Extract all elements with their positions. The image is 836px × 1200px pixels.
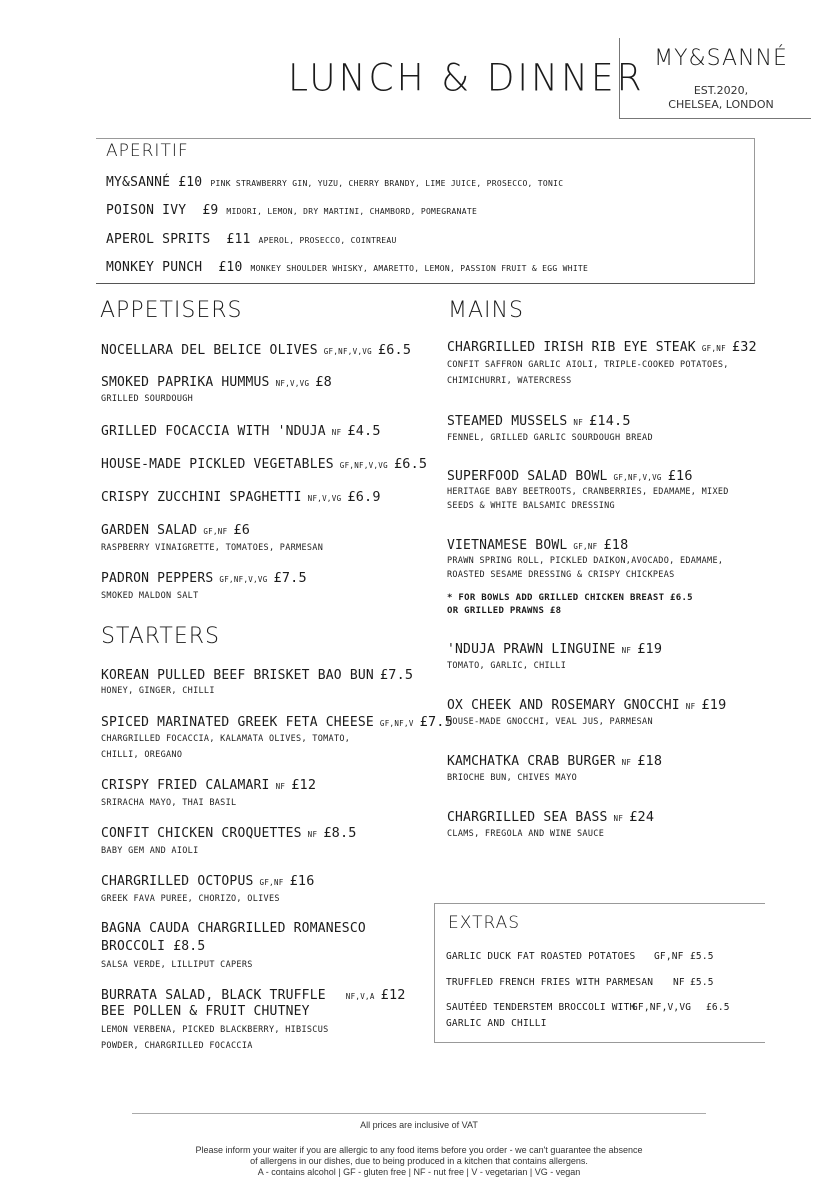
aperitif-item: POISON IVY £9 MIDORI, LEMON, DRY MARTINI, CHAMBORD, POMEGRANATE [106,203,478,218]
extras-heading: EXTRAS [448,913,521,933]
aperitif-item: MONKEY PUNCH £10 MONKEY SHOULDER WHISKY, AMARETTO, LEMON, PASSION FRUIT & EGG WHITE [106,260,589,275]
item-description: CLAMS, FREGOLA AND WINE SAUCE [447,829,605,839]
menu-item: CRISPY ZUCCHINI SPAGHETTI NF,V,VG £6.9 [101,489,381,505]
item-description: SALSA VERDE, LILLIPUT CAPERS [101,960,253,970]
item-description: CHIMICHURRI, WATERCRESS [447,376,572,386]
menu-item: 'NDUJA PRAWN LINGUINE NF £19 [447,641,663,657]
item-description: ROASTED SESAME DRESSING & CRISPY CHICKPEAS [447,570,675,580]
bowls-note: * FOR BOWLS ADD GRILLED CHICKEN BREAST £6.5 [447,593,693,603]
menu-item: SMOKED PAPRIKA HUMMUS NF,V,VG £8 [101,374,332,390]
menu-item: NOCELLARA DEL BELICE OLIVES GF,NF,V,VG £6.5 [101,342,412,358]
vat-note: All prices are inclusive of VAT [360,1120,478,1130]
allergy-note: Please inform your waiter if you are allergic to any food items before you order - we can't guarantee the absence [195,1145,643,1155]
item-description: GRILLED SOURDOUGH [101,394,194,404]
item-description: SMOKED MALDON SALT [101,591,199,601]
item-description: GREEK FAVA PUREE, CHORIZO, OLIVES [101,894,280,904]
menu-item: BAGNA CAUDA CHARGRILLED ROMANESCO [101,921,366,936]
menu-item: CONFIT CHICKEN CROQUETTES NF £8.5 [101,825,357,841]
menu-item: CHARGRILLED SEA BASS NF £24 [447,809,655,825]
menu-item: SUPERFOOD SALAD BOWL GF,NF,V,VG £16 [447,468,693,484]
bowls-note: OR GRILLED PRAWNS £8 [447,606,562,616]
item-description: POWDER, CHARGRILLED FOCACCIA [101,1041,253,1051]
item-description: CONFIT SAFFRON GARLIC AIOLI, TRIPLE-COOKED POTATOES, [447,360,729,370]
item-description: HONEY, GINGER, CHILLI [101,686,215,696]
extra-item-cont: GARLIC AND CHILLI [446,1018,547,1029]
menu-item: CHARGRILLED IRISH RIB EYE STEAK GF,NF £32 [447,339,757,355]
menu-item: HOUSE-MADE PICKLED VEGETABLES GF,NF,V,VG £6.5 [101,456,428,472]
footer-divider [132,1113,706,1114]
aperitif-item: MY&SANNÉ £10 PINK STRAWBERRY GIN, YUZU, CHERRY BRANDY, LIME JUICE, PROSECCO, TONIC [106,175,564,190]
menu-item-cont: BROCCOLI £8.5 [101,939,206,954]
item-description: CHARGRILLED FOCACCIA, KALAMATA OLIVES, TOMATO, [101,734,351,744]
item-description: PRAWN SPRING ROLL, PICKLED DAIKON,AVOCADO, EDAMAME, [447,556,724,566]
brand-subtitle: EST.2020, CHELSEA, LONDON [668,84,774,111]
extra-item: SAUTÉED TENDERSTEM BROCCOLI WITH GF,NF,V,VG £6.5 [446,1002,730,1013]
menu-item: GRILLED FOCACCIA WITH 'NDUJA NF £4.5 [101,423,381,439]
item-description: CHILLI, OREGANO [101,750,183,760]
menu-item: PADRON PEPPERS GF,NF,V,VG £7.5 [101,570,307,586]
item-description: FENNEL, GRILLED GARLIC SOURDOUGH BREAD [447,433,653,443]
brand-logo: MY&SANNÉ [654,46,788,71]
item-description: RASPBERRY VINAIGRETTE, TOMATOES, PARMESAN [101,543,324,553]
menu-item: GARDEN SALAD GF,NF £6 [101,522,251,538]
item-description: LEMON VERBENA, PICKED BLACKBERRY, HIBISCUS [101,1025,329,1035]
item-description: HERITAGE BABY BEETROOTS, CRANBERRIES, EDAMAME, MIXED [447,487,729,497]
item-description: SEEDS & WHITE BALSAMIC DRESSING [447,501,615,511]
aperitif-heading: APERITIF [106,141,189,161]
item-description: TOMATO, GARLIC, CHILLI [447,661,567,671]
starters-heading: STARTERS [101,624,221,649]
menu-title: LUNCH & DINNER [288,56,645,101]
item-description: BABY GEM AND AIOLI [101,846,199,856]
extra-item: GARLIC DUCK FAT ROASTED POTATOES GF,NF £5.5 [446,951,714,962]
menu-item: OX CHEEK AND ROSEMARY GNOCCHI NF £19 [447,697,727,713]
menu-item: CRISPY FRIED CALAMARI NF £12 [101,777,317,793]
extra-item: TRUFFLED FRENCH FRIES WITH PARMESAN NF £5.5 [446,977,714,988]
menu-item-cont: BEE POLLEN & FRUIT CHUTNEY [101,1004,310,1019]
appetisers-heading: APPETISERS [100,298,243,323]
menu-item: CHARGRILLED OCTOPUS GF,NF £16 [101,873,315,889]
aperitif-item: APEROL SPRITS £11 APEROL, PROSECCO, COINTREAU [106,232,397,247]
menu-item: VIETNAMESE BOWL GF,NF £18 [447,537,629,553]
allergy-note: of allergens in our dishes, due to being produced in a kitchen that contains allergens. [250,1156,588,1166]
menu-item: STEAMED MUSSELS NF £14.5 [447,413,631,429]
menu-item: SPICED MARINATED GREEK FETA CHEESE GF,NF,V £7.5 [101,714,453,730]
allergen-legend: A - contains alcohol | GF - gluten free | NF - nut free | V - vegetarian | VG - vegan [257,1167,581,1177]
item-description: BRIOCHE BUN, CHIVES MAYO [447,773,578,783]
item-description: SRIRACHA MAYO, THAI BASIL [101,798,237,808]
menu-item: KOREAN PULLED BEEF BRISKET BAO BUN £7.5 [101,667,414,683]
item-description: HOUSE-MADE GNOCCHI, VEAL JUS, PARMESAN [447,717,653,727]
menu-item: KAMCHATKA CRAB BURGER NF £18 [447,753,663,769]
menu-item: BURRATA SALAD, BLACK TRUFFLE NF,V,A £12 [101,987,406,1003]
mains-heading: MAINS [448,298,524,323]
